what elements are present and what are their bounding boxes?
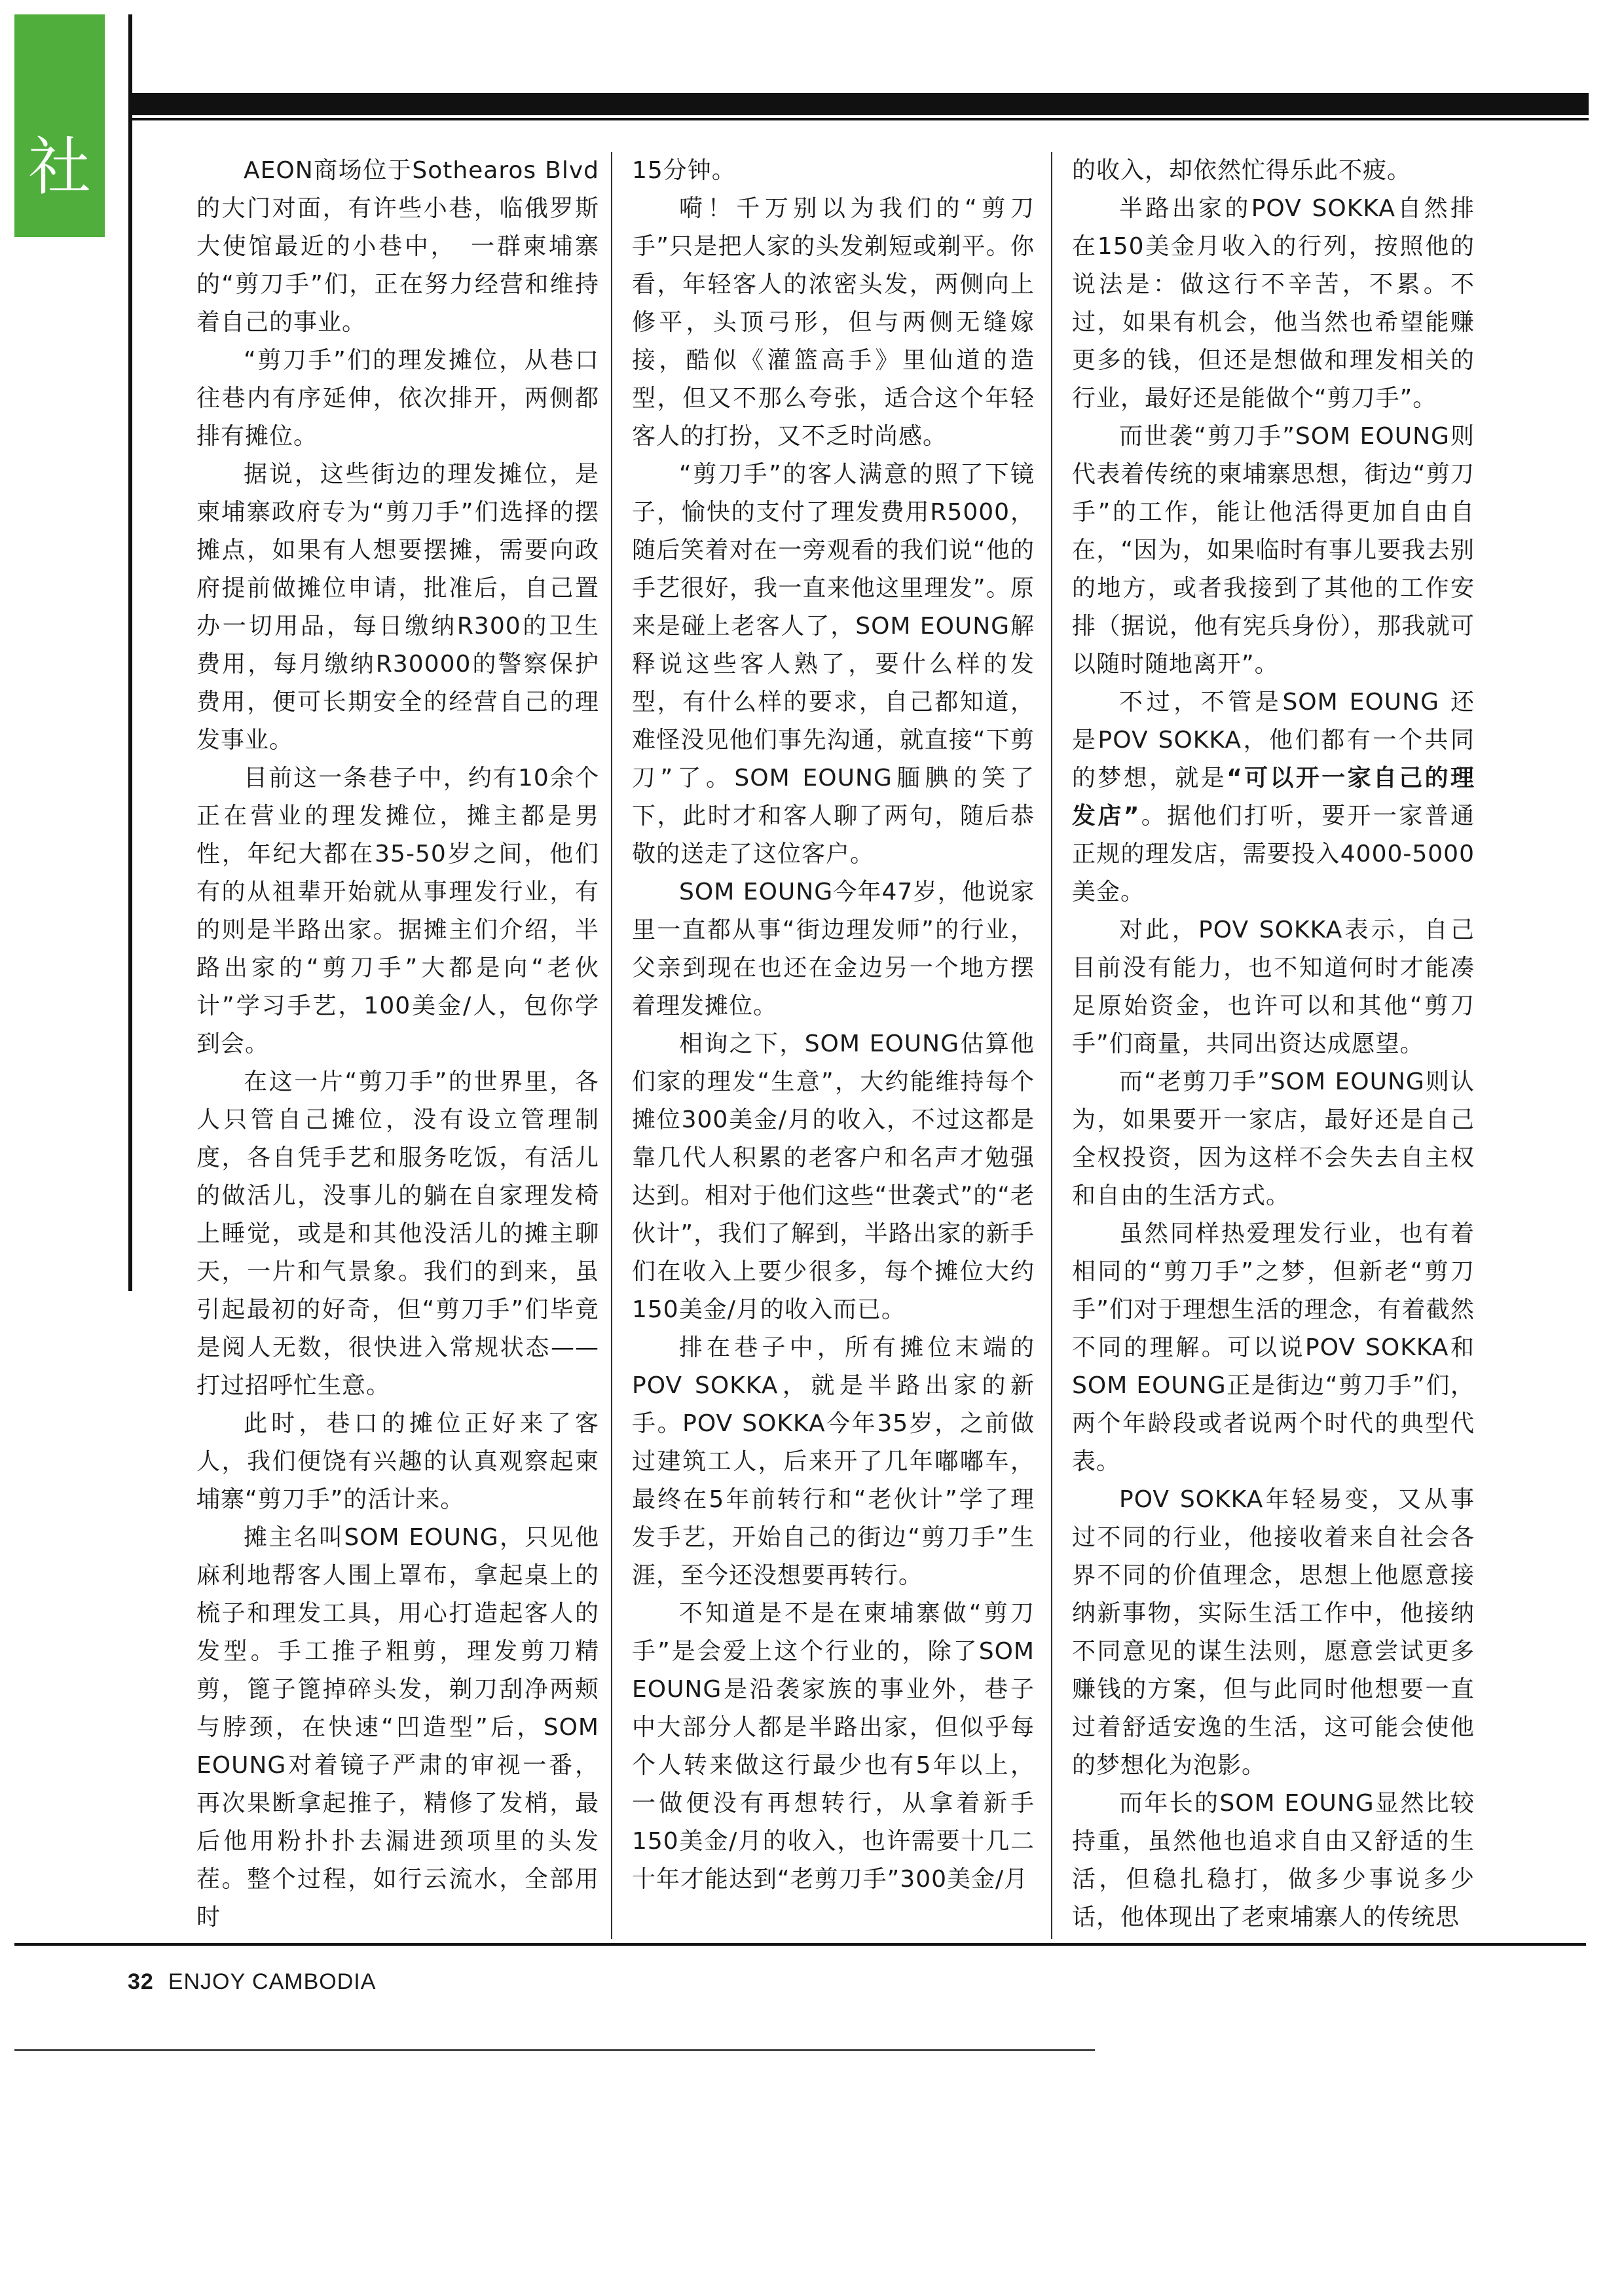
article-column-1 <box>196 152 599 1931</box>
paragraph: 对此，POV SOKKA表示，自己目前没有能力，也不知道何时才能凑足原始资金，也许可以和其他“剪刀手”们商量，共同出资达成愿望。 <box>1072 917 1475 1057</box>
column-divider <box>1051 152 1052 1939</box>
magazine-name: ENJOY CAMBODIA <box>168 1969 377 1994</box>
footer-bottom-rule <box>14 2049 1095 2051</box>
header-bar <box>128 93 1589 115</box>
paragraph: 相询之下，SOM EOUNG估算他们家的理发“生意”，大约能维持每个摊位300美金/月的收入，不过这都是靠几代人积累的老客户和名声才勉强达到。相对于他们这些“世袭式”的“老伙计”，我们了解到，半路出家的新手们在收入上要少很多，每个摊位大约150美金/月的收入而已。 <box>632 1030 1035 1323</box>
article-column-2 <box>632 152 1035 1897</box>
page-number: 32 <box>128 1969 154 1994</box>
paragraph: “剪刀手”们的理发摊位，从巷口往巷内有序延伸，依次排开，两侧都排有摊位。 <box>196 347 599 450</box>
paragraph-continuation: 的收入，却依然忙得乐此不疲。 <box>1072 157 1412 184</box>
paragraph: 而“老剪刀手”SOM EOUNG则认为，如果要开一家店，最好还是自己全权投资，因为这样不会失去自主权和自由的生活方式。 <box>1072 1068 1475 1209</box>
header-bar-line <box>128 118 1589 120</box>
section-tab <box>14 14 105 237</box>
paragraph-text: 。据他们打听，要开一家普通正规的理发店，需要投入4000-5000美金。 <box>1072 803 1475 905</box>
paragraph-with-highlight <box>1072 683 1475 911</box>
paragraph-continuation: 15分钟。 <box>632 157 736 184</box>
paragraph: 不知道是不是在柬埔寨做“剪刀手”是会爱上这个行业的，除了SOM EOUNG是沿袭家族的事业外，巷子中大部分人都是半路出家，但似乎每个人转来做这行最少也有5年以上，一做便没有再想转行，从拿着新手150美金/月的收入，也许需要十几二十年才能达到“老剪刀手”300美金/月 <box>632 1600 1035 1893</box>
paragraph-text: 不过，不管是SOM EOUNG 还是POV SOKKA，他们都有一个共同的梦想，就是 <box>1072 689 1475 792</box>
highlight-dream-quote: “可以开一家自己的理发店” <box>1072 765 1475 829</box>
paragraph: 排在巷子中，所有摊位末端的POV SOKKA，就是半路出家的新手。POV SOKKA今年35岁，之前做过建筑工人，后来开了几年嘟嘟车，最终在5年前转行和“老伙计”学了理发手艺，开始自己的街边“剪刀手”生涯，至今还没想要再转行。 <box>632 1334 1035 1589</box>
paragraph: 据说，这些街边的理发摊位，是柬埔寨政府专为“剪刀手”们选择的摆摊点，如果有人想要摆摊，需要向政府提前做摊位申请，批准后，自己置办一切用品，每日缴纳R300的卫生费用，每月缴纳R30000的警察保护费用，便可长期安全的经营自己的理发事业。 <box>196 461 599 754</box>
article-column-3 <box>1072 152 1475 1931</box>
section-tab-label: 社 <box>28 130 91 204</box>
paragraph: 而年长的SOM EOUNG显然比较持重，虽然他也追求自由又舒适的生活，但稳扎稳打，做多少事说多少话，他体现出了老柬埔寨人的传统思 <box>1072 1790 1475 1931</box>
paragraph: AEON商场位于Sothearos Blvd的大门对面，有许些小巷，临俄罗斯大使馆最近的小巷中， 一群柬埔寨的“剪刀手”们，正在努力经营和维持着自己的事业。 <box>196 157 599 336</box>
paragraph: 嗬！千万别以为我们的“剪刀手”只是把人家的头发剃短或剃平。你看，年轻客人的浓密头发，两侧向上修平，头顶弓形，但与两侧无缝嫁接，酷似《灌篮高手》里仙道的造型，但又不那么夸张，适合这个年轻客人的打扮，又不乏时尚感。 <box>632 195 1035 450</box>
paragraph: “剪刀手”的客人满意的照了下镜子，愉快的支付了理发费用R5000，随后笑着对在一旁观看的我们说“他的手艺很好，我一直来他这里理发”。原来是碰上老客人了，SOM EOUNG解释说这些客人熟了，要什么样的发型，有什么样的要求，自己都知道，难怪没见他们事先沟通，就直接“下剪刀”了。SOM EOUNG腼腆的笑了下，此时才和客人聊了两句，随后恭敬的送走了这位客户。 <box>632 461 1035 867</box>
page-footer <box>128 1969 376 1995</box>
paragraph: POV SOKKA年轻易变，又从事过不同的行业，他接收着来自社会各界不同的价值理念，思想上他愿意接纳新事物，实际生活工作中，他接纳不同意见的谋生法则，愿意尝试更多赚钱的方案，但与此同时他想要一直过着舒适安逸的生活，这可能会使他的梦想化为泡影。 <box>1072 1486 1475 1779</box>
left-vertical-rule <box>128 14 132 1291</box>
footer-top-rule <box>14 1943 1586 1946</box>
paragraph: SOM EOUNG今年47岁，他说家里一直都从事“街边理发师”的行业，父亲到现在也还在金边另一个地方摆着理发摊位。 <box>632 879 1035 1019</box>
paragraph: 在这一片“剪刀手”的世界里，各人只管自己摊位，没有设立管理制度，各自凭手艺和服务吃饭，有活儿的做活儿，没事儿的躺在自家理发椅上睡觉，或是和其他没活儿的摊主聊天，一片和气景象。我们的到来，虽引起最初的好奇，但“剪刀手”们毕竟是阅人无数，很快进入常规状态——打过招呼忙生意。 <box>196 1068 599 1399</box>
column-divider <box>611 152 612 1939</box>
paragraph: 虽然同样热爱理发行业，也有着相同的“剪刀手”之梦，但新老“剪刀手”们对于理想生活的理念，有着截然不同的理解。可以说POV SOKKA和SOM EOUNG正是街边“剪刀手”们，两个年龄段或者说两个时代的典型代表。 <box>1072 1220 1475 1475</box>
paragraph: 摊主名叫SOM EOUNG，只见他麻利地帮客人围上罩布，拿起桌上的梳子和理发工具，用心打造起客人的发型。手工推子粗剪，理发剪刀精剪，篦子篦掉碎头发，剃刀刮净两颊与脖颈，在快速“凹造型”后，SOM EOUNG对着镜子严肃的审视一番，再次果断拿起推子，精修了发梢，最后他用粉扑扑去漏进颈项里的头发茬。整个过程，如行云流水，全部用时 <box>196 1524 599 1931</box>
paragraph: 此时，巷口的摊位正好来了客人，我们便饶有兴趣的认真观察起柬埔寨“剪刀手”的活计来。 <box>196 1410 599 1513</box>
paragraph: 目前这一条巷子中，约有10余个正在营业的理发摊位，摊主都是男性，年纪大都在35-50岁之间，他们有的从祖辈开始就从事理发行业，有的则是半路出家。据摊主们介绍，半路出家的“剪刀手”大都是向“老伙计”学习手艺，100美金/人，包你学到会。 <box>196 765 599 1057</box>
paragraph: 半路出家的POV SOKKA自然排在150美金月收入的行列，按照他的说法是：做这行不辛苦，不累。不过，如果有机会，他当然也希望能赚更多的钱，但还是想做和理发相关的行业，最好还是能做个“剪刀手”。 <box>1072 195 1475 412</box>
paragraph: 而世袭“剪刀手”SOM EOUNG则代表着传统的柬埔寨思想，街边“剪刀手”的工作，能让他活得更加自由自在，“因为，如果临时有事儿要我去别的地方，或者我接到了其他的工作安排（据说，他有宪兵身份），那我就可以随时随地离开”。 <box>1072 423 1475 678</box>
